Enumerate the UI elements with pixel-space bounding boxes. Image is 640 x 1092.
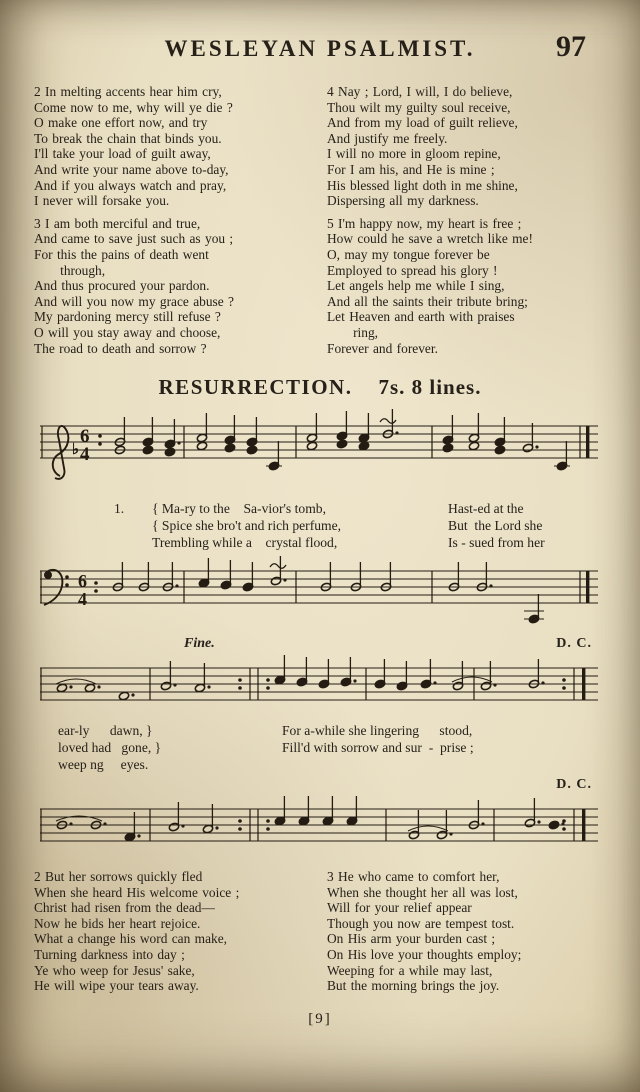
verse-line: Forever and forever. <box>327 340 438 356</box>
lyric-left: Trembling while a crystal flood, <box>152 535 338 551</box>
verse-line: And justify me freely. <box>327 130 448 146</box>
verse-line: Ye who weep for Jesus' sake, <box>34 962 195 978</box>
lyric-left: ear-ly dawn, } <box>58 723 153 739</box>
page-title: WESLEYAN PSALMIST. <box>164 36 476 61</box>
verse-line: through, <box>34 262 106 278</box>
verse-line: What a change his word can make, <box>34 931 228 947</box>
verse-line: O, may my tongue forever be <box>327 246 490 262</box>
verse <box>327 84 606 209</box>
music-marks-row <box>34 636 606 653</box>
lyric-line <box>34 722 606 739</box>
lyric-line <box>34 756 606 773</box>
verse-line: Turning darkness into day ; <box>34 947 185 963</box>
verse-line: Though you now are tempest tost. <box>327 915 515 931</box>
verse-line: I never will forsake you. <box>34 193 170 209</box>
verse-number: 1. <box>114 501 125 517</box>
right-column <box>327 84 606 363</box>
verse1-lyrics <box>34 500 606 551</box>
left-column <box>34 84 313 363</box>
lyric-line <box>34 517 606 534</box>
verse-line: And write your name above to-day, <box>34 161 229 177</box>
verse-line: My pardoning mercy still refuse ? <box>34 309 221 325</box>
hymn-text-top <box>34 84 606 363</box>
verse-line: How could he save a wretch like me! <box>327 231 533 247</box>
lyric-line <box>34 739 606 756</box>
verse-line: But the morning brings the joy. <box>327 978 500 994</box>
verse-line: Employed to spread his glory ! <box>327 262 498 278</box>
lyric-right: For a-while she lingering stood, <box>282 723 473 739</box>
lyric-left: loved had gone, } <box>58 740 162 756</box>
dc-label-2: D. C. <box>556 777 592 793</box>
lyric-line <box>34 500 606 517</box>
verse <box>34 869 313 994</box>
verse-line: O will you stay away and choose, <box>34 324 221 340</box>
verse-line: Will for your relief appear <box>327 900 472 916</box>
verse-line: His blessed light doth in me shine, <box>327 177 518 193</box>
lyric-right: Fill'd with sorrow and sur - prise ; <box>282 740 474 756</box>
verse-line: On His love your thoughts employ; <box>327 947 522 963</box>
verse <box>327 869 606 994</box>
lyric-left: weep ng eyes. <box>58 757 149 773</box>
page-header <box>34 30 606 76</box>
verse-line: I will no more in gloom repine, <box>327 146 501 162</box>
verse-line: Thou wilt my guilty soul receive, <box>327 99 511 115</box>
bass-staff <box>34 555 602 635</box>
hymn-text-bottom <box>34 869 606 1001</box>
svg-text:4: 4 <box>78 589 87 610</box>
svg-text:4: 4 <box>80 444 90 466</box>
lyric-right: Hast-ed at the <box>448 501 524 517</box>
verse-line: For this the pains of death went <box>34 246 209 262</box>
verse-line: For I am his, and He is mine ; <box>327 161 495 177</box>
svg-text:6: 6 <box>78 571 87 592</box>
dc-label-1: D. C. <box>556 636 592 652</box>
verse <box>34 216 313 356</box>
verse-line: And thus procured your pardon. <box>34 278 210 294</box>
page-number: 97 <box>556 30 586 63</box>
verse-line: Dispersing all my darkness. <box>327 193 479 209</box>
lyric-right: Is - sued from her <box>448 535 545 551</box>
verse-line: And if you always watch and pray, <box>34 177 227 193</box>
verse-line: Weeping for a while may last, <box>327 962 493 978</box>
verse-line: Now he bids her heart rejoice. <box>34 915 201 931</box>
verse-line: To break the chain that binds you. <box>34 130 222 146</box>
verse-line: O make one effort now, and try <box>34 115 208 131</box>
verse-line: When she heard His welcome voice ; <box>34 884 240 900</box>
second-system-staff <box>34 654 602 720</box>
verse-line: And from my load of guilt relieve, <box>327 115 518 131</box>
music-marks-row-2 <box>34 777 606 794</box>
verse-line: And all the saints their tribute bring; <box>327 293 528 309</box>
svg-text:♭: ♭ <box>72 442 80 459</box>
verse1-continued-lyrics <box>34 722 606 773</box>
verse-line: When she thought her all was lost, <box>327 884 518 900</box>
lyric-line <box>34 534 606 551</box>
lyric-right: But the Lord she <box>448 518 543 534</box>
verse-line: On His arm your burden cast ; <box>327 931 496 947</box>
verse-line: ring, <box>327 324 379 340</box>
page-footer: [9] <box>308 1010 332 1027</box>
tune-meter: 7s. 8 lines. <box>378 375 482 400</box>
verse-line: And came to save just such as you ; <box>34 231 234 247</box>
bottom-left-column <box>34 869 313 1001</box>
bottom-right-column <box>327 869 606 1001</box>
tune-name: RESURRECTION. <box>158 375 353 400</box>
lyric-left: { Spice she bro't and rich perfume, <box>152 518 342 534</box>
svg-text:6: 6 <box>80 426 90 448</box>
verse-line: 3 He who came to comfort her, <box>327 869 500 885</box>
verse-line: 2 In melting accents hear him cry, <box>34 84 222 99</box>
verse-line: 5 I'm happy now, my heart is free ; <box>327 215 522 231</box>
verse-line: Let Heaven and earth with praises <box>327 309 515 325</box>
verse <box>34 84 313 209</box>
verse-line: He will wipe your tears away. <box>34 978 199 994</box>
verse-line: 3 I am both merciful and true, <box>34 215 201 231</box>
verse-line: And will you now my grace abuse ? <box>34 293 235 309</box>
verse-line: 4 Nay ; Lord, I will, I do believe, <box>327 84 513 99</box>
fine-label: Fine. <box>184 636 215 652</box>
verse-line: Let angels help me while I sing, <box>327 278 505 294</box>
tune-title-row <box>34 375 606 400</box>
verse-line: I'll take your load of guilt away, <box>34 146 211 162</box>
verse-line: The road to death and sorrow ? <box>34 340 207 356</box>
third-system-staff <box>34 795 602 861</box>
verse-line: Christ had risen from the dead— <box>34 900 215 916</box>
treble-staff <box>34 406 602 498</box>
lyric-left: { Ma-ry to the Sa-vior's tomb, <box>152 501 326 517</box>
verse-line: 2 But her sorrows quickly fled <box>34 869 203 885</box>
verse-line: Come now to me, why will ye die ? <box>34 99 233 115</box>
verse <box>327 216 606 356</box>
